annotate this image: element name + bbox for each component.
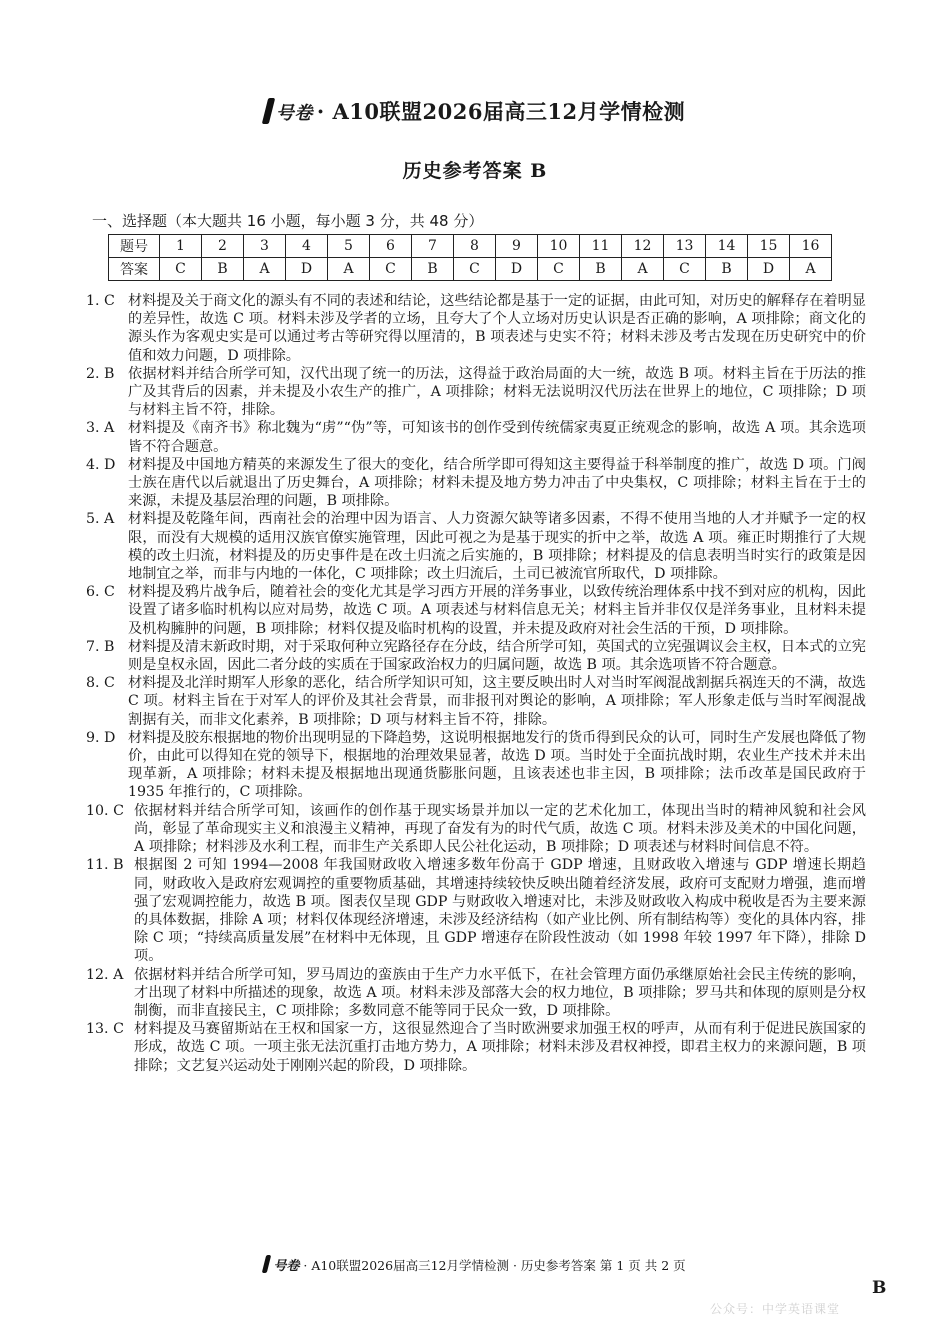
- question-number: 16: [790, 235, 832, 258]
- answer-cell: B: [580, 258, 622, 281]
- answer-cell: D: [496, 258, 538, 281]
- item-number: 4. D: [86, 456, 116, 473]
- answer-cell: C: [454, 258, 496, 281]
- question-number: 14: [706, 235, 748, 258]
- document-subtitle: 历史参考答案 B: [402, 160, 548, 182]
- answer-table: [108, 234, 832, 281]
- question-number: 6: [370, 235, 412, 258]
- question-number: 4: [286, 235, 328, 258]
- item-text: 依据材料并结合所学可知，罗马周边的蛮族由于生产力水平低下，在社会管理方面仍承继原始社会民主传统的影响，才出现了材料中所描述的现象，故选 A 项。材料未涉及部落大会的权力地位，B 项排除；罗马共和体现的原则是分权制衡，而非直接民主，C 项排除；多数同意不能等同于民众一致，D 项排除。: [134, 966, 866, 1019]
- answer-cell: B: [706, 258, 748, 281]
- logo-script: 号卷: [275, 103, 313, 124]
- answer-cell: C: [664, 258, 706, 281]
- item-number: 6. C: [86, 584, 115, 601]
- item-text: 材料提及中国地方精英的来源发生了很大的变化，结合所学即可得知这主要得益于科举制度的推广，故选 D 项。门阀士族在唐代以后就退出了历史舞台，A 项排除；材料未提及地方势力冲击了中央集权，C 项排除；材料主旨在于士的来源，未提及基层治理的问题，B 项排除。: [128, 456, 866, 510]
- footer-logo: [264, 1255, 299, 1274]
- item-number: 3. A: [86, 420, 115, 437]
- explanation-item: [86, 292, 866, 365]
- item-number: 8. C: [86, 675, 115, 692]
- answer-cell: B: [202, 258, 244, 281]
- logo-bar-icon: [262, 98, 275, 124]
- question-number: 11: [580, 235, 622, 258]
- item-text: 材料提及鸦片战争后，随着社会的变化尤其是学习西方开展的洋务事业，以致传统治理体系中找不到对应的机构，因此设置了诸多临时机构以应对局势，故选 C 项。A 项表述与材料信息无关；材料主旨并非仅仅是洋务事业，且材料未提及机构臃肿的问题，B 项排除；材料仅提及临时机构的设置，并未提及政府对社会生活的干预，D 项排除。: [128, 584, 866, 637]
- explanation-item: [86, 638, 866, 674]
- watermark: 公众号：中学英语课堂: [710, 1302, 841, 1316]
- explanation-item: [86, 583, 866, 638]
- answer-cell: B: [412, 258, 454, 281]
- question-number: 1: [160, 235, 202, 258]
- question-number: 13: [664, 235, 706, 258]
- item-text: 材料提及清末新政时期，对于采取何种立宪路径存在分歧，结合所学可知，英国式的立宪强调议会主权，日本式的立宪则是皇权永固，因此二者分歧的实质在于国家政治权力的归属问题，故选 B 项。其余选项皆不符合题意。: [128, 638, 866, 674]
- explanation-list: [86, 292, 866, 1075]
- table-row-answers: [109, 258, 832, 281]
- question-number: 3: [244, 235, 286, 258]
- exam-title: · A10联盟2026届高三12月学情检测: [316, 99, 686, 124]
- item-number: 11. B: [86, 857, 124, 874]
- item-number: 2. B: [86, 365, 115, 382]
- row-label-answers: 答案: [109, 258, 160, 281]
- item-number: 9. D: [86, 729, 116, 746]
- item-number: 5. A: [86, 511, 115, 528]
- item-text: 依据材料并结合所学可知，汉代出现了统一的历法，这得益于政治局面的大一统，故选 B 项。材料主旨在于历法的推广及其背后的因素，并未提及小农生产的推广，A 项排除；材料无法说明汉代历法在世界上的地位，C 项排除；D 项与材料主旨不符，排除。: [128, 365, 866, 419]
- table-row-numbers: [109, 235, 832, 258]
- logo-bar-icon: [262, 1255, 271, 1273]
- explanation-item: [86, 365, 866, 420]
- answer-cell: A: [244, 258, 286, 281]
- question-number: 5: [328, 235, 370, 258]
- item-text: 材料提及胶东根据地的物价出现明显的下降趋势，这说明根据地发行的货币得到民众的认可，同时生产发展也降低了物价，由此可以得知在党的领导下，根据地的治理效果显著，故选 D 项。当时处于全面抗战时期，农业生产技术并未出现革新，A 项排除；材料未提及根据地出现通货膨胀问题，且该表述也非主因，B 项排除；法币改革是国民政府于 1935 年推行的，C 项排除。: [128, 729, 866, 801]
- item-number: 1. C: [86, 293, 115, 309]
- answer-cell: D: [748, 258, 790, 281]
- explanation-item: [86, 856, 866, 965]
- answer-cell: A: [622, 258, 664, 281]
- explanation-item: [86, 729, 866, 802]
- question-number: 9: [496, 235, 538, 258]
- item-number: 13. C: [86, 1021, 124, 1038]
- page-footer: [0, 1255, 950, 1274]
- item-text: 材料提及北洋时期军人形象的恶化，结合所学知识可知，这主要反映出时人对当时军阀混战割据兵祸连天的不满，故选 C 项。材料主旨在于对军人的评价及其社会背景，而非报刊对舆论的影响，A 项排除；军人形象走低与当时军阀混战割据有关，而非文化素养，B 项排除；D 项与材料主旨不符，排除。: [128, 675, 866, 728]
- brand-logo: [265, 98, 313, 125]
- answer-cell: A: [328, 258, 370, 281]
- row-label-numbers: 题号: [109, 235, 160, 258]
- version-mark: B: [872, 1278, 887, 1298]
- answer-cell: C: [538, 258, 580, 281]
- section-heading: 一、选择题（本大题共 16 小题，每小题 3 分，共 48 分）: [92, 212, 484, 230]
- item-number: 12. A: [86, 966, 124, 983]
- answer-cell: A: [790, 258, 832, 281]
- answer-cell: C: [370, 258, 412, 281]
- explanation-item: [86, 966, 866, 1021]
- item-text: 材料提及关于商文化的源头有不同的表述和结论，这些结论都是基于一定的证据，由此可知，对历史的解释存在着明显的差异性，故选 C 项。材料未涉及学者的立场，且夸大了个人立场对历史认识是否正确的影响，A 项排除；商文化的源头作为客观史实是可以通过考古等研究得以厘清的，B 项表述与史实不符；材料未涉及考古发现在历史研究中的价值和效力问题，D 项排除。: [128, 293, 866, 364]
- question-number: 7: [412, 235, 454, 258]
- explanation-item: [86, 674, 866, 729]
- question-number: 15: [748, 235, 790, 258]
- item-text: 材料提及马赛留斯站在王权和国家一方，这很显然迎合了当时欧洲要求加强王权的呼声，从而有利于促进民族国家的形成，故选 C 项。一项主张无法沉重打击地方势力，A 项排除；材料未涉及君权神授，即君主权力的来源问题，B 项排除；文艺复兴运动处于刚刚兴起的阶段，D 项排除。: [134, 1021, 866, 1074]
- explanation-item: [86, 1020, 866, 1075]
- item-text: 依据材料并结合所学可知，该画作的创作基于现实场景并加以一定的艺术化加工，体现出当时的精神风貌和社会风尚，彰显了革命现实主义和浪漫主义精神，再现了奋发有为的时代气质，故选 C 项。材料未涉及美术的中国化问题，A 项排除；材料涉及水利工程，而非生产关系即人民公社化运动，B 项排除；D 项表述与材料时间信息不符。: [134, 802, 866, 856]
- question-number: 10: [538, 235, 580, 258]
- explanation-item: [86, 456, 866, 511]
- item-number: 7. B: [86, 638, 115, 655]
- item-text: 根据图 2 可知 1994—2008 年我国财政收入增速多数年份高于 GDP 增速，且财政收入增速与 GDP 增速长期趋同，财政收入是政府宏观调控的重要物质基础，其增速持续较快反映出随着经济发展，政府可支配财力增强，進而增强了宏观调控能力，故选 B 项。图表仅呈现 GDP 与财政收入增速对比，未涉及财政收入构成中税收是否为主要来源的具体数据，排除 A 项；材料仅体现经济增速，未涉及经济结构（如产业比例、所有制结构等）变化的具体内容，排除 C 项；“持续高质量发展”在材料中无体现，且 GDP 增速存在阶段性波动（如 1998 年较 1997 年下降），排除 D 项。: [134, 857, 866, 965]
- explanation-item: [86, 419, 866, 455]
- question-number: 12: [622, 235, 664, 258]
- question-number: 8: [454, 235, 496, 258]
- answer-cell: D: [286, 258, 328, 281]
- explanation-item: [86, 802, 866, 857]
- footer-text: · A10联盟2026届高三12月学情检测 · 历史参考答案 第 1 页 共 2 页: [303, 1258, 686, 1273]
- item-text: 材料提及《南齐书》称北魏为“虏”“伪”等，可知该书的创作受到传统儒家夷夏正统观念的影响，故选 A 项。其余选项皆不符合题意。: [128, 420, 866, 455]
- answer-cell: C: [160, 258, 202, 281]
- item-number: 10. C: [86, 802, 124, 819]
- item-text: 材料提及乾隆年间，西南社会的治理中因为语言、人力资源欠缺等诸多因素，不得不使用当地的人才并赋予一定的权限，而没有大规模的适用汉族官僚实施管理，因此可视之为是基于现实的折中之举，故选 A 项。雍正时期推行了大规模的改土归流，材料提及的历史事件是在改土归流之后实施的，B 项排除；材料提及的信息表明当时实行的政策是因地制宜之举，而非与内地的一体化，C 项排除；改土归流后，土司已被流官所取代，D 项排除。: [128, 511, 866, 583]
- document-header: [0, 96, 950, 126]
- explanation-item: [86, 510, 866, 583]
- question-number: 2: [202, 235, 244, 258]
- footer-logo-script: 号卷: [273, 1259, 300, 1274]
